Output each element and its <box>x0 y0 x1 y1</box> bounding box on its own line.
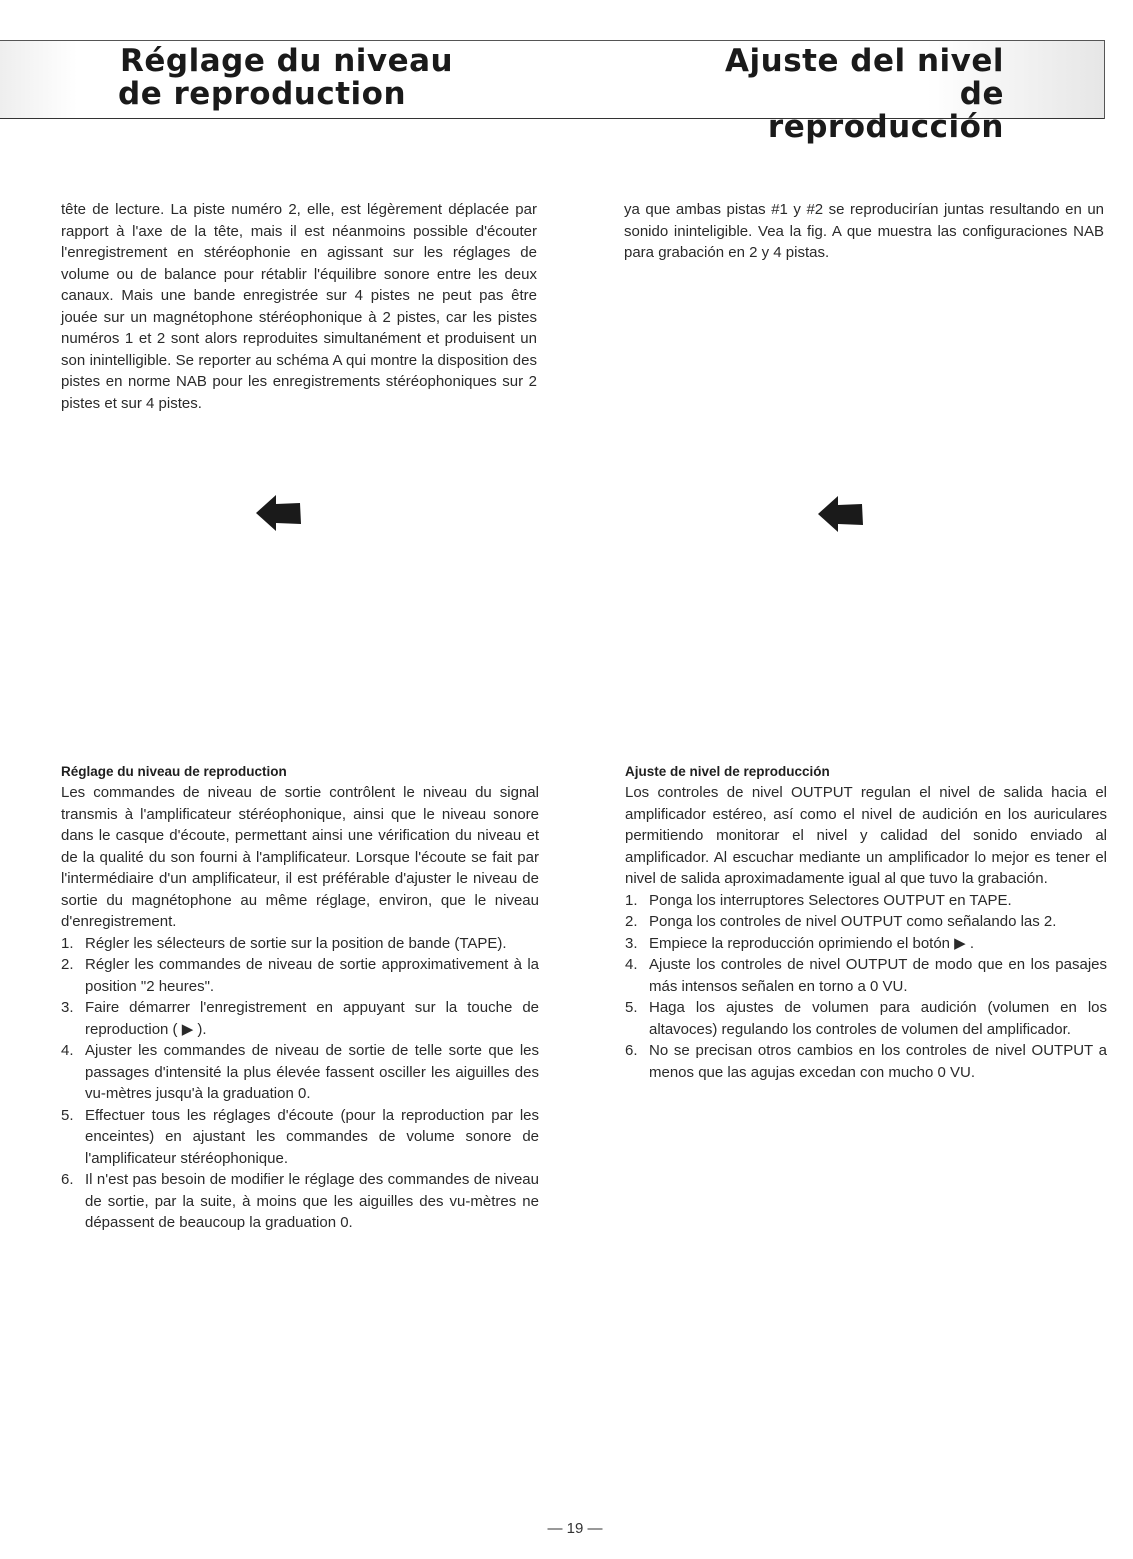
step-number: 1. <box>61 934 74 952</box>
step-number: 4. <box>61 1042 74 1059</box>
list-item <box>61 1040 539 1105</box>
step-text: Régler les sélecteurs de sortie sur la position de bande (TAPE). <box>85 934 507 952</box>
step-text: Il n'est pas besoin de modifier le réglage des commandes de niveau de sortie, par la suite, à moins que les aiguilles des vu-mètres ne dépassent de beaucoup la graduation 0. <box>85 1171 539 1231</box>
page-title-es <box>718 45 1004 144</box>
page-title-fr <box>120 45 453 111</box>
section-body-es: Los controles de nivel OUTPUT regulan el nivel de salida hacia el amplificador estéreo, así como el nivel de audición en los auriculares permitiendo monitorar el nivel y calidad del sonido enviado al amplificador. Al escuchar mediante un amplificador lo mejor es tener el nivel de salida aproximadamente igual al que tuvo la grabación. <box>625 784 1107 887</box>
list-item <box>625 911 1107 933</box>
list-item <box>625 997 1107 1040</box>
step-number: 6. <box>625 1042 638 1059</box>
steps-list-es <box>625 890 1107 1084</box>
intro-paragraph-fr <box>61 199 537 414</box>
arrow-left-icon <box>256 493 302 533</box>
section-es <box>625 762 1107 1083</box>
section-fr <box>61 762 539 1234</box>
section-heading-fr: Réglage du niveau de reproduction <box>61 764 287 779</box>
section-heading-es: Ajuste de nivel de reproducción <box>625 764 830 779</box>
step-number: 3. <box>625 934 638 952</box>
intro-text-fr: tête de lecture. La piste numéro 2, elle, est légèrement déplacée par rapport à l'axe de la tête, mais il est néanmoins possible d'écouter l'enregistrement en stéréophonie en agissant sur les réglages de volume ou de balance pour rétablir l'équilibre sonore entre les deux canaux. Mais une bande enregistrée sur 4 pistes ne peut pas être jouée sur un magnétophone stéréophonique à 2 pistes, car les pistes numéros 1 et 2 sont alors reproduites simultanément et produisent un son inintelligible. Se reporter au schéma A qui montre la disposition des pistes en norme NAB pour les enregistrements stéréophoniques sur 2 pistes et sur 4 pistes. <box>61 201 537 412</box>
step-text: Ajuster les commandes de niveau de sortie de telle sorte que les passages d'intensité la plus élevée fassent osciller les aiguilles des vu-mètres jusqu'à la graduation 0. <box>85 1042 539 1102</box>
step-text: Ponga los controles de nivel OUTPUT como señalando las 2. <box>649 913 1057 930</box>
step-text: Faire démarrer l'enregistrement en appuyant sur la touche de reproduction ( ▶ ). <box>85 999 539 1038</box>
step-text: Empiece la reproducción oprimiendo el botón ▶ . <box>649 934 975 952</box>
intro-text-es: ya que ambas pistas #1 y #2 se reproducirían juntas resultando en un sonido ininteligible. Vea la fig. A que muestra las configuraciones NAB para grabación en 2 y 4 pistas. <box>624 201 1104 261</box>
step-text: Haga los ajustes de volumen para audición (volumen en los altavoces) regulando los controles de volumen del amplificador. <box>649 999 1107 1038</box>
list-item <box>61 997 539 1040</box>
step-number: 1. <box>625 891 638 909</box>
steps-list-fr <box>61 933 539 1234</box>
list-item <box>61 1105 539 1170</box>
title-fr-line2: de reproduction <box>118 76 407 112</box>
step-number: 2. <box>625 913 638 930</box>
list-item <box>61 1169 539 1234</box>
step-number: 4. <box>625 956 638 973</box>
step-number: 6. <box>61 1171 74 1188</box>
intro-paragraph-es <box>624 199 1104 264</box>
step-text: Régler les commandes de niveau de sortie approximativement à la position "2 heures". <box>85 956 539 995</box>
title-es-line1: Ajuste del nivel <box>725 43 1004 79</box>
list-item <box>61 933 539 955</box>
step-text: Effectuer tous les réglages d'écoute (pour la reproduction par les enceintes) en ajustant les commandes de volume sonore de l'amplificateur stéréophonique. <box>85 1106 539 1167</box>
page-number: — 19 — <box>547 1520 603 1537</box>
list-item <box>625 1040 1107 1083</box>
step-number: 2. <box>61 956 74 973</box>
step-text: Ponga los interruptores Selectores OUTPUT en TAPE. <box>649 891 1012 909</box>
list-item <box>61 954 539 997</box>
step-number: 3. <box>61 999 74 1016</box>
section-body-fr: Les commandes de niveau de sortie contrôlent le niveau du signal transmis à l'amplificateur stéréophonique, ainsi que le niveau sonore dans le casque d'écoute, permettant ainsi une vérification du niveau et de la qualité du son fourni à l'amplificateur. Lorsque l'écoute se fait par l'intermédiaire d'un amplificateur, il est préférable d'ajuster le niveau de sortie du magnétophone au même réglage, environ, que le niveau d'enregistrement. <box>61 784 539 930</box>
list-item <box>625 933 1107 955</box>
step-text: No se precisan otros cambios en los controles de nivel OUTPUT a menos que las agujas excedan con mucho 0 VU. <box>649 1042 1107 1081</box>
title-fr-line1: Réglage du niveau <box>120 43 454 79</box>
list-item <box>625 890 1107 912</box>
list-item <box>625 954 1107 997</box>
arrow-left-icon <box>818 494 864 534</box>
step-number: 5. <box>625 999 638 1016</box>
step-number: 5. <box>61 1106 74 1124</box>
title-es-line2: de reproducción <box>767 76 1004 145</box>
step-text: Ajuste los controles de nivel OUTPUT de modo que en los pasajes más intensos señalen en torno a 0 VU. <box>649 956 1107 995</box>
